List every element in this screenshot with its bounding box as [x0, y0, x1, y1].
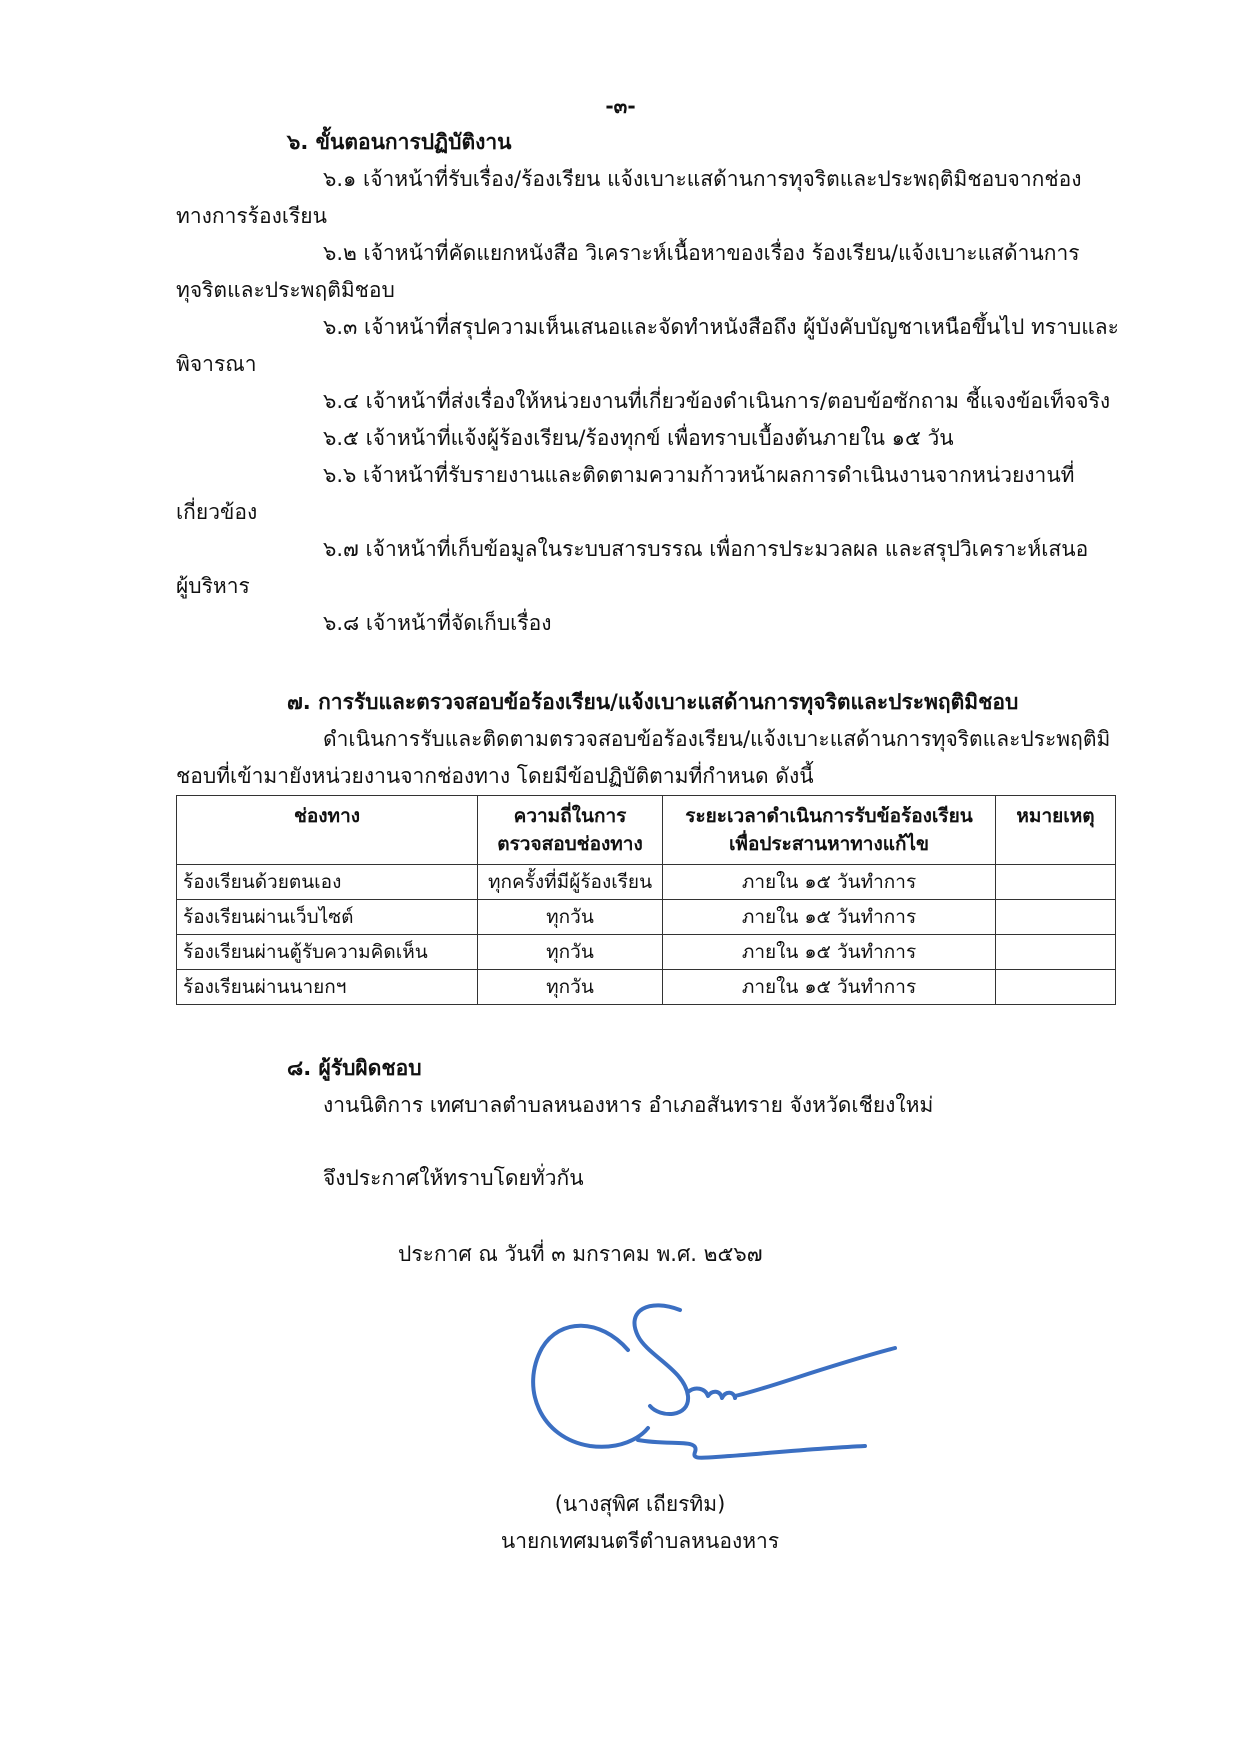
- cell-frequency: ทุกวัน: [478, 900, 663, 935]
- cell-note: [996, 970, 1116, 1005]
- item-6-8-line1: ๖.๘ เจ้าหน้าที่จัดเก็บเรื่อง: [323, 611, 552, 635]
- item-6-1-line2: ทางการร้องเรียน: [176, 204, 327, 228]
- cell-duration: ภายใน ๑๕ วันทำการ: [663, 900, 996, 935]
- section-6-heading: ๖. ขั้นตอนการปฏิบัติงาน: [287, 130, 512, 154]
- signature-image: [520, 1288, 910, 1463]
- cell-note: [996, 935, 1116, 970]
- page-number: -๓-: [605, 94, 636, 118]
- signer-name: (นางสุพิศ เถียรทิม): [554, 1492, 726, 1516]
- section-7-heading: ๗. การรับและตรวจสอบข้อร้องเรียน/แจ้งเบาะแสด้านการทุจริตและประพฤติมิชอบ: [287, 690, 1019, 714]
- item-6-2-line1: ๖.๒ เจ้าหน้าที่คัดแยกหนังสือ วิเคราะห์เนื้อหาของเรื่อง ร้องเรียน/แจ้งเบาะแสด้านการ: [323, 241, 1080, 265]
- cell-channel: ร้องเรียนผ่านนายกฯ: [177, 970, 478, 1005]
- header-frequency: [478, 796, 663, 865]
- table-header-row: [177, 796, 1116, 865]
- table-row: [177, 865, 1116, 900]
- cell-channel: ร้องเรียนด้วยตนเอง: [177, 865, 478, 900]
- cell-channel: ร้องเรียนผ่านเว็บไซต์: [177, 900, 478, 935]
- item-6-7-line1: ๖.๗ เจ้าหน้าที่เก็บข้อมูลในระบบสารบรรณ เพื่อการประมวลผล และสรุปวิเคราะห์เสนอ: [323, 537, 1089, 561]
- header-frequency-label-1: ความถี่ในการ: [513, 805, 627, 827]
- item-6-6-line2: เกี่ยวข้อง: [176, 500, 258, 524]
- item-6-3-line2: พิจารณา: [176, 352, 257, 376]
- item-6-2-line2: ทุจริตและประพฤติมิชอบ: [176, 278, 395, 302]
- table-row: [177, 900, 1116, 935]
- header-duration-label-2: เพื่อประสานหาทางแก้ไข: [728, 833, 930, 855]
- section-8-heading: ๘. ผู้รับผิดชอบ: [287, 1056, 422, 1080]
- section-7-para-line1: ดำเนินการรับและติดตามตรวจสอบข้อร้องเรียน/แจ้งเบาะแสด้านการทุจริตและประพฤติมิ: [323, 727, 1111, 751]
- cell-channel: ร้องเรียนผ่านตู้รับความคิดเห็น: [177, 935, 478, 970]
- cell-duration: ภายใน ๑๕ วันทำการ: [663, 935, 996, 970]
- cell-frequency: ทุกวัน: [478, 970, 663, 1005]
- item-6-3-line1: ๖.๓ เจ้าหน้าที่สรุปความเห็นเสนอและจัดทำหนังสือถึง ผู้บังคับบัญชาเหนือขึ้นไป ทราบและ: [323, 315, 1119, 339]
- item-6-4-line1: ๖.๔ เจ้าหน้าที่ส่งเรื่องให้หน่วยงานที่เกี่ยวข้องดำเนินการ/ตอบข้อซักถาม ชี้แจงข้อเท็จจริง: [323, 389, 1111, 413]
- header-note: [996, 796, 1116, 865]
- item-6-5-line1: ๖.๕ เจ้าหน้าที่แจ้งผู้ร้องเรียน/ร้องทุกข์ เพื่อทราบเบื้องต้นภายใน ๑๕ วัน: [323, 426, 954, 450]
- item-6-1-line1: ๖.๑ เจ้าหน้าที่รับเรื่อง/ร้องเรียน แจ้งเบาะแสด้านการทุจริตและประพฤติมิชอบจากช่อง: [323, 167, 1082, 191]
- table-row: [177, 935, 1116, 970]
- cell-note: [996, 900, 1116, 935]
- closing-statement: จึงประกาศให้ทราบโดยทั่วกัน: [323, 1166, 584, 1190]
- item-6-6-line1: ๖.๖ เจ้าหน้าที่รับรายงานและติดตามความก้าวหน้าผลการดำเนินงานจากหน่วยงานที่: [323, 463, 1075, 487]
- cell-frequency: ทุกวัน: [478, 935, 663, 970]
- section-7-para-line2: ชอบที่เข้ามายังหน่วยงานจากช่องทาง โดยมีข้อปฏิบัติตามที่กำหนด ดังนี้: [176, 764, 814, 788]
- announce-date: ประกาศ ณ วันที่ ๓ มกราคม พ.ศ. ๒๕๖๗: [398, 1242, 763, 1266]
- cell-note: [996, 865, 1116, 900]
- header-frequency-label-2: ตรวจสอบช่องทาง: [497, 833, 643, 855]
- cell-duration: ภายใน ๑๕ วันทำการ: [663, 970, 996, 1005]
- header-duration: [663, 796, 996, 865]
- signer-position: นายกเทศมนตรีตำบลหนองหาร: [500, 1529, 780, 1553]
- header-duration-label-1: ระยะเวลาดำเนินการรับข้อร้องเรียน: [685, 805, 973, 827]
- cell-frequency: ทุกครั้งที่มีผู้ร้องเรียน: [478, 865, 663, 900]
- channels-table: [176, 795, 1116, 1005]
- header-channel-label: ช่องทาง: [293, 805, 361, 827]
- item-6-7-line2: ผู้บริหาร: [176, 574, 250, 598]
- section-8-body: งานนิติการ เทศบาลตำบลหนองหาร อำเภอสันทราย จังหวัดเชียงใหม่: [323, 1093, 934, 1117]
- header-note-label: หมายเหตุ: [1016, 805, 1095, 827]
- table-row: [177, 970, 1116, 1005]
- header-channel: [177, 796, 478, 865]
- cell-duration: ภายใน ๑๕ วันทำการ: [663, 865, 996, 900]
